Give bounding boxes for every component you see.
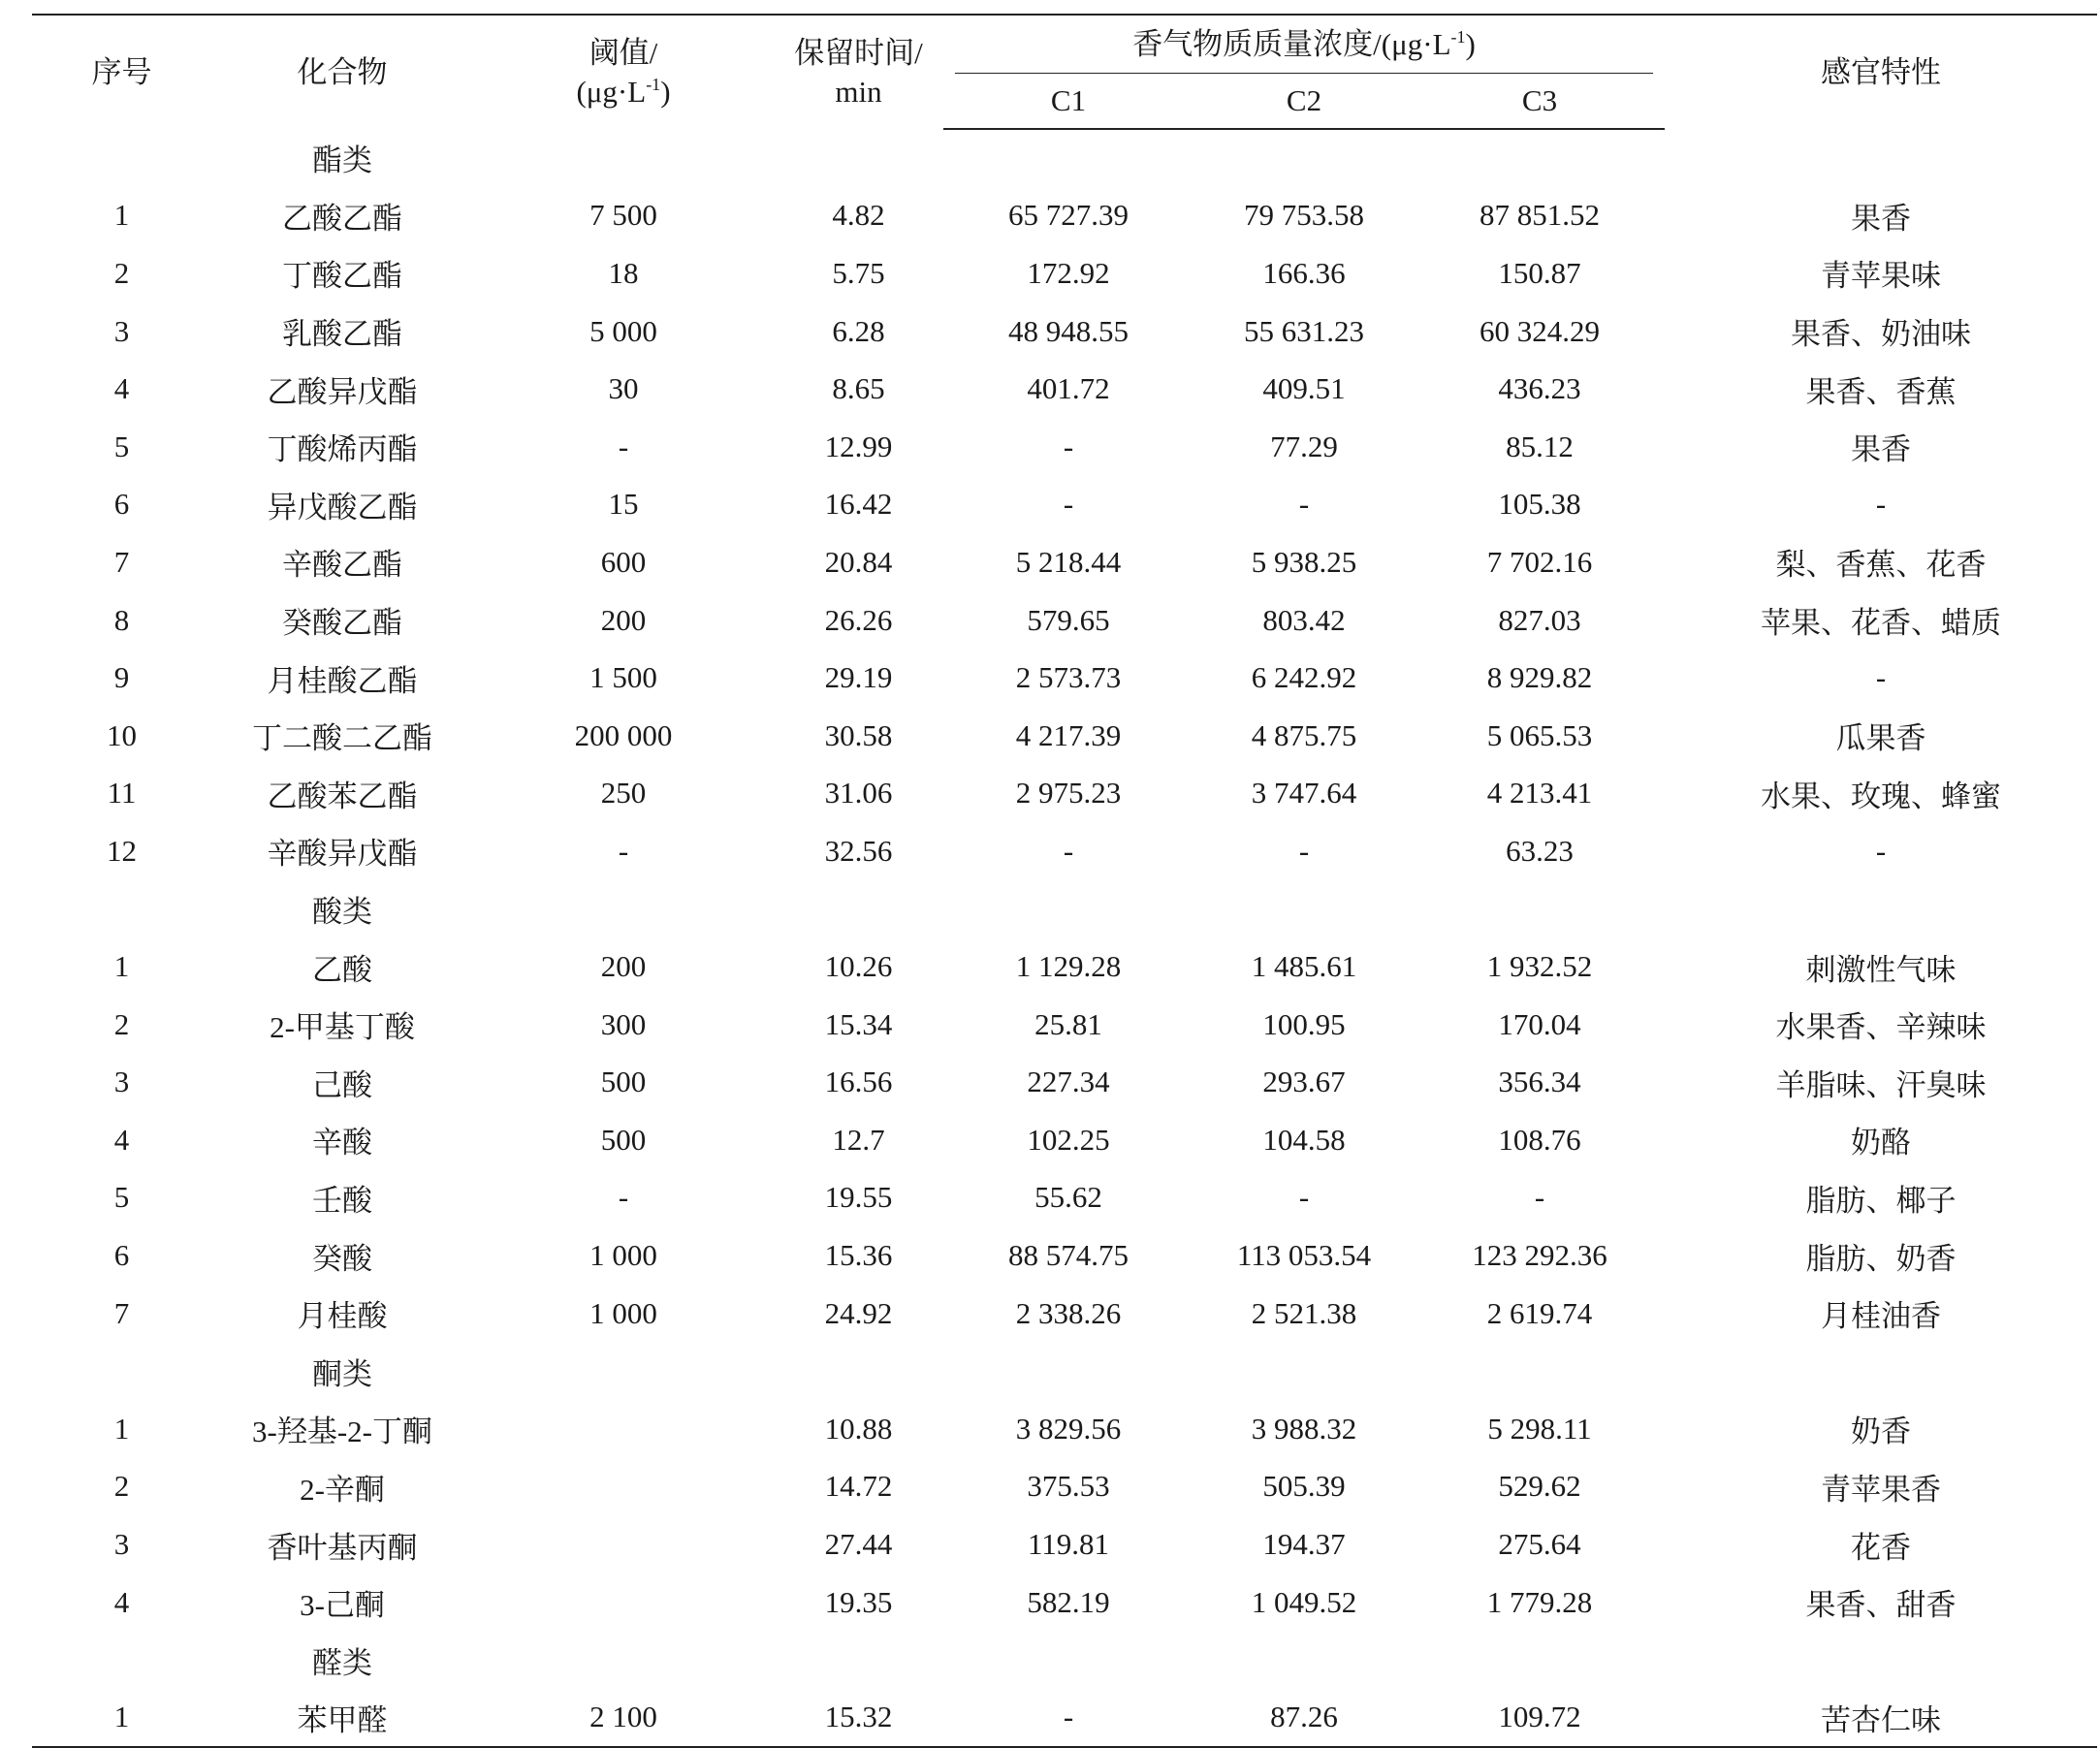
cell-no: 2	[113, 1006, 130, 1041]
cell-rt: 14.72	[824, 1469, 893, 1504]
cell-c1: 119.81	[1027, 1527, 1110, 1562]
cell-c2: 6 242.92	[1251, 660, 1357, 695]
cell-no: 11	[107, 776, 137, 810]
cell-rt: 8.65	[832, 371, 885, 406]
cell-c1: 88 574.75	[1008, 1238, 1129, 1273]
cell-c3: 60 324.29	[1480, 313, 1601, 348]
cell-no: 2	[113, 1469, 130, 1504]
cell-compound: 香叶基丙酮	[267, 1530, 418, 1565]
cell-no: 10	[107, 717, 137, 752]
cell-sensory: 梨、香蕉、花香	[1775, 548, 1987, 583]
aroma-compounds-table-page	[32, 14, 2097, 1748]
cell-c2: 803.42	[1262, 602, 1346, 637]
cell-compound: 乙酸乙酯	[282, 201, 402, 236]
cell-threshold	[473, 1573, 774, 1632]
cell-sensory: 苹果、花香、蜡质	[1761, 606, 2002, 641]
cell-rt: 26.26	[824, 602, 893, 637]
cell-sensory: 苦杏仁味	[1665, 1689, 2097, 1747]
cell-threshold: -	[618, 429, 629, 463]
table-row	[32, 418, 2097, 476]
cell-c3: 529.62	[1498, 1469, 1581, 1504]
cell-threshold: 200	[600, 949, 647, 984]
cell-threshold: 500	[600, 1065, 647, 1099]
cell-sensory: 刺激性气味	[1805, 952, 1957, 987]
cell-rt: 6.28	[832, 313, 885, 348]
cell-c2: 77.29	[1270, 429, 1338, 463]
cell-compound: 己酸	[312, 1067, 372, 1102]
cell-c2: 1 049.52	[1251, 1584, 1357, 1619]
table-row	[32, 1111, 2097, 1169]
table-row	[32, 765, 2097, 823]
table-body	[32, 129, 2097, 1747]
cell-compound: 辛酸乙酯	[282, 548, 402, 583]
cell-no: 8	[113, 602, 130, 637]
cell-sensory: -	[1875, 660, 1887, 695]
cell-compound: 2-甲基丁酸	[270, 1010, 415, 1045]
cell-threshold: 15	[608, 487, 639, 522]
header-c1: C1	[943, 74, 1193, 129]
cell-sensory: 花香	[1851, 1530, 1912, 1565]
cell-c1: 65 727.39	[1008, 198, 1129, 233]
group-row	[32, 129, 2097, 187]
group-empty-cell	[473, 880, 2097, 938]
group-empty-cell	[473, 129, 2097, 187]
cell-c2: 409.51	[1262, 371, 1346, 406]
cell-threshold: -	[618, 833, 629, 868]
cell-threshold: 500	[600, 1122, 647, 1157]
cell-c3: 275.64	[1498, 1527, 1581, 1562]
cell-c2: 505.39	[1262, 1469, 1346, 1504]
cell-c1: 1 129.28	[1015, 949, 1122, 984]
cell-rt: 19.55	[824, 1180, 893, 1215]
cell-c2: 1 485.61	[1251, 949, 1357, 984]
header-retention-time	[774, 15, 943, 129]
cell-threshold	[473, 1458, 774, 1516]
cell-compound: 苯甲醛	[211, 1689, 473, 1747]
cell-compound: 辛酸	[312, 1126, 372, 1160]
cell-c3: 105.38	[1498, 487, 1581, 522]
cell-rt: 15.36	[824, 1238, 893, 1273]
cell-no: 5	[113, 429, 130, 463]
cell-c1: -	[1063, 487, 1074, 522]
cell-c2: 194.37	[1262, 1527, 1346, 1562]
cell-rt: 20.84	[824, 544, 893, 579]
cell-c3: 150.87	[1498, 255, 1581, 290]
cell-c2: 55 631.23	[1244, 313, 1364, 348]
cell-c1: -	[943, 1689, 1193, 1747]
cell-c1: 375.53	[1027, 1469, 1110, 1504]
cell-rt: 5.75	[832, 255, 885, 290]
cell-c3: 7 702.16	[1486, 544, 1593, 579]
cell-rt: 32.56	[824, 833, 893, 868]
cell-threshold: 5 000	[589, 313, 657, 348]
table-row	[32, 476, 2097, 534]
cell-c2: 104.58	[1262, 1122, 1346, 1157]
cell-sensory: 果香、甜香	[1805, 1588, 1957, 1623]
cell-c2: 166.36	[1262, 255, 1346, 290]
cell-c3: 436.23	[1498, 371, 1581, 406]
cell-c1: 2 338.26	[1015, 1295, 1122, 1330]
group-empty-cell	[32, 1631, 211, 1689]
header-sensory: 感官特性	[1821, 54, 1942, 89]
cell-no: 7	[113, 544, 130, 579]
table-row	[32, 533, 2097, 591]
table-row	[32, 1689, 2097, 1747]
table-row	[32, 244, 2097, 302]
cell-rt: 30.58	[824, 717, 893, 752]
header-threshold-unit: (μg·L	[576, 74, 647, 109]
cell-no: 1	[113, 1411, 130, 1446]
table-row	[32, 302, 2097, 361]
cell-compound: 癸酸	[312, 1241, 372, 1276]
group-row	[32, 1342, 2097, 1400]
cell-threshold: 300	[600, 1006, 647, 1041]
cell-rt: 16.56	[824, 1065, 893, 1099]
cell-threshold: 1 000	[589, 1238, 657, 1273]
cell-no: 2	[113, 255, 130, 290]
cell-threshold	[473, 1515, 774, 1573]
group-label: 酸类	[312, 895, 372, 930]
aroma-compounds-table	[32, 14, 2097, 1748]
cell-c2: -	[1298, 833, 1310, 868]
cell-sensory: 瓜果香	[1835, 721, 1926, 756]
cell-c3: 5 065.53	[1486, 717, 1593, 752]
cell-sensory: 水果香、辛辣味	[1775, 1010, 1987, 1045]
cell-compound: 丁酸烯丙酯	[267, 432, 418, 467]
cell-no: 4	[113, 371, 130, 406]
cell-threshold: 30	[608, 371, 639, 406]
cell-rt: 19.35	[824, 1584, 893, 1619]
cell-no: 4	[113, 1122, 130, 1157]
cell-c1: 3 829.56	[1015, 1411, 1122, 1446]
cell-c2: 2 521.38	[1251, 1295, 1357, 1330]
cell-sensory: 奶酪	[1851, 1126, 1912, 1160]
cell-threshold: 1 500	[589, 660, 657, 695]
cell-compound: 乙酸异戊酯	[267, 374, 418, 409]
cell-compound: 丁二酸二乙酯	[252, 721, 432, 756]
header-c2: C2	[1193, 74, 1415, 129]
table-row	[32, 1169, 2097, 1227]
cell-rt: 12.99	[824, 429, 893, 463]
table-row	[32, 360, 2097, 418]
cell-rt: 29.19	[824, 660, 893, 695]
cell-c2: -	[1298, 487, 1310, 522]
cell-sensory: 青苹果香	[1821, 1472, 1942, 1507]
cell-compound: 2-辛酮	[300, 1472, 385, 1507]
header-rt-unit: min	[835, 74, 882, 109]
table-row	[32, 591, 2097, 650]
cell-rt: 31.06	[824, 776, 893, 810]
group-label: 酮类	[312, 1356, 372, 1391]
cell-c1: -	[1063, 429, 1074, 463]
cell-c3: -	[1534, 1180, 1545, 1215]
cell-c1: 401.72	[1027, 371, 1110, 406]
table-row	[32, 996, 2097, 1054]
cell-no: 6	[113, 1238, 130, 1273]
cell-sensory: 青苹果味	[1821, 259, 1942, 294]
cell-threshold	[473, 1400, 774, 1458]
cell-c1: 172.92	[1027, 255, 1110, 290]
cell-rt: 15.34	[824, 1006, 893, 1041]
cell-c1: 2 975.23	[1015, 776, 1122, 810]
cell-c2: 79 753.58	[1244, 198, 1364, 233]
cell-compound: 丁酸乙酯	[282, 259, 402, 294]
cell-c2: 87.26	[1193, 1689, 1415, 1747]
table-header	[32, 15, 2097, 129]
cell-sensory: 果香	[1851, 432, 1912, 467]
cell-sensory: 羊脂味、汗臭味	[1775, 1067, 1987, 1102]
cell-threshold: 200 000	[574, 717, 673, 752]
cell-c3: 356.34	[1498, 1065, 1581, 1099]
cell-c1: 55.62	[1034, 1180, 1102, 1215]
cell-c1: 2 573.73	[1015, 660, 1122, 695]
table-row	[32, 1400, 2097, 1458]
cell-no: 3	[113, 1527, 130, 1562]
cell-no: 9	[113, 660, 130, 695]
cell-compound: 乙酸	[312, 952, 372, 987]
table-row	[32, 938, 2097, 996]
cell-sensory: 脂肪、奶香	[1805, 1241, 1957, 1276]
cell-c1: 5 218.44	[1015, 544, 1122, 579]
cell-sensory: 果香、奶油味	[1791, 317, 1972, 352]
cell-c1: 4 217.39	[1015, 717, 1122, 752]
cell-c3: 5 298.11	[1487, 1411, 1592, 1446]
cell-no: 6	[113, 487, 130, 522]
table-row	[32, 1458, 2097, 1516]
cell-threshold: 18	[608, 255, 639, 290]
cell-threshold: 250	[600, 776, 647, 810]
cell-rt: 12.7	[832, 1122, 885, 1157]
cell-no: 4	[113, 1584, 130, 1619]
cell-c3: 108.76	[1498, 1122, 1581, 1157]
cell-compound: 乳酸乙酯	[282, 317, 402, 352]
cell-no: 1	[113, 949, 130, 984]
cell-threshold: 1 000	[589, 1295, 657, 1330]
table-row	[32, 822, 2097, 880]
cell-c2: 4 875.75	[1251, 717, 1357, 752]
group-row	[32, 1631, 2097, 1689]
cell-rt: 10.26	[824, 949, 893, 984]
table-row	[32, 1054, 2097, 1112]
cell-rt: 27.44	[824, 1527, 893, 1562]
cell-no: 1	[32, 1689, 211, 1747]
cell-c1: 582.19	[1027, 1584, 1110, 1619]
cell-c3: 170.04	[1498, 1006, 1581, 1041]
cell-sensory: 水果、玫瑰、蜂蜜	[1761, 779, 2002, 813]
cell-threshold: 7 500	[589, 198, 657, 233]
cell-compound: 异戊酸乙酯	[267, 490, 418, 524]
group-empty-cell	[473, 1631, 2097, 1689]
cell-c2: 3 988.32	[1251, 1411, 1357, 1446]
header-threshold-sup: -1	[646, 74, 661, 94]
cell-c2: 293.67	[1262, 1065, 1346, 1099]
cell-c1: 25.81	[1034, 1006, 1102, 1041]
cell-c3: 2 619.74	[1486, 1295, 1593, 1330]
cell-no: 7	[113, 1295, 130, 1330]
header-no: 序号	[91, 54, 152, 89]
group-row	[32, 880, 2097, 938]
header-c3: C3	[1415, 74, 1665, 129]
cell-c3: 8 929.82	[1486, 660, 1593, 695]
cell-sensory: -	[1875, 833, 1887, 868]
cell-c3: 1 932.52	[1486, 949, 1593, 984]
cell-compound: 乙酸苯乙酯	[267, 779, 418, 813]
cell-no: 12	[107, 833, 137, 868]
cell-no: 1	[113, 198, 130, 233]
cell-rt: 4.82	[832, 198, 885, 233]
table-row	[32, 649, 2097, 707]
cell-c2: 5 938.25	[1251, 544, 1357, 579]
header-concentration-close: )	[1465, 27, 1476, 61]
cell-rt: 16.42	[824, 487, 893, 522]
header-concentration-sup: -1	[1450, 27, 1466, 47]
cell-threshold: 200	[600, 602, 647, 637]
cell-c2: -	[1298, 1180, 1310, 1215]
cell-compound: 3-羟基-2-丁酮	[252, 1414, 432, 1449]
table-row	[32, 187, 2097, 245]
cell-sensory: 月桂油香	[1821, 1299, 1942, 1334]
cell-c1: -	[1063, 833, 1074, 868]
cell-compound: 月桂酸乙酯	[267, 663, 418, 698]
group-label: 酯类	[312, 143, 372, 178]
cell-threshold: 2 100	[473, 1689, 774, 1747]
cell-c3: 4 213.41	[1486, 776, 1593, 810]
cell-c2: 113 053.54	[1236, 1238, 1372, 1273]
header-concentration-label: 香气物质质量浓度/(μg·L	[1132, 27, 1451, 61]
cell-c1: 102.25	[1027, 1122, 1110, 1157]
header-concentration	[943, 15, 1665, 74]
group-empty-cell	[32, 129, 211, 187]
cell-compound: 3-己酮	[300, 1588, 385, 1623]
group-label: 醛类	[312, 1645, 372, 1680]
cell-sensory: 奶香	[1851, 1414, 1912, 1449]
cell-c3: 63.23	[1506, 833, 1574, 868]
cell-c3: 109.72	[1415, 1689, 1665, 1747]
cell-sensory: 果香	[1851, 201, 1912, 236]
cell-threshold: 600	[600, 544, 647, 579]
cell-c3: 827.03	[1498, 602, 1581, 637]
cell-rt: 24.92	[824, 1295, 893, 1330]
cell-c3: 85.12	[1506, 429, 1574, 463]
header-compound: 化合物	[297, 54, 388, 89]
table-row	[32, 1515, 2097, 1573]
cell-compound: 辛酸异戊酯	[267, 837, 418, 872]
cell-rt: 15.32	[774, 1689, 943, 1747]
cell-c3: 87 851.52	[1480, 198, 1601, 233]
header-rt-line1: 保留时间/	[794, 35, 923, 70]
cell-rt: 10.88	[824, 1411, 893, 1446]
cell-c1: 48 948.55	[1008, 313, 1129, 348]
cell-no: 5	[113, 1180, 130, 1215]
cell-no: 3	[113, 1065, 130, 1099]
table-row	[32, 1285, 2097, 1343]
cell-c1: 227.34	[1027, 1065, 1110, 1099]
group-empty-cell	[32, 1342, 211, 1400]
cell-c3: 1 779.28	[1486, 1584, 1593, 1619]
cell-c1: 579.65	[1027, 602, 1110, 637]
header-threshold-line1: 阈值/	[589, 35, 658, 70]
header-threshold	[473, 15, 774, 129]
header-threshold-close: )	[660, 74, 671, 109]
cell-c3: 123 292.36	[1472, 1238, 1607, 1273]
cell-compound: 壬酸	[312, 1183, 372, 1218]
cell-c2: 3 747.64	[1251, 776, 1357, 810]
table-row	[32, 707, 2097, 765]
cell-threshold: -	[618, 1180, 629, 1215]
cell-no: 3	[113, 313, 130, 348]
group-empty-cell	[32, 880, 211, 938]
group-empty-cell	[473, 1342, 2097, 1400]
cell-sensory: 脂肪、椰子	[1805, 1183, 1957, 1218]
cell-sensory: -	[1875, 487, 1887, 522]
cell-compound: 癸酸乙酯	[282, 606, 402, 641]
cell-c2: 100.95	[1262, 1006, 1346, 1041]
cell-compound: 月桂酸	[297, 1299, 388, 1334]
concentration-rule	[955, 73, 1653, 74]
cell-sensory: 果香、香蕉	[1805, 374, 1957, 409]
table-row	[32, 1573, 2097, 1632]
table-row	[32, 1226, 2097, 1285]
